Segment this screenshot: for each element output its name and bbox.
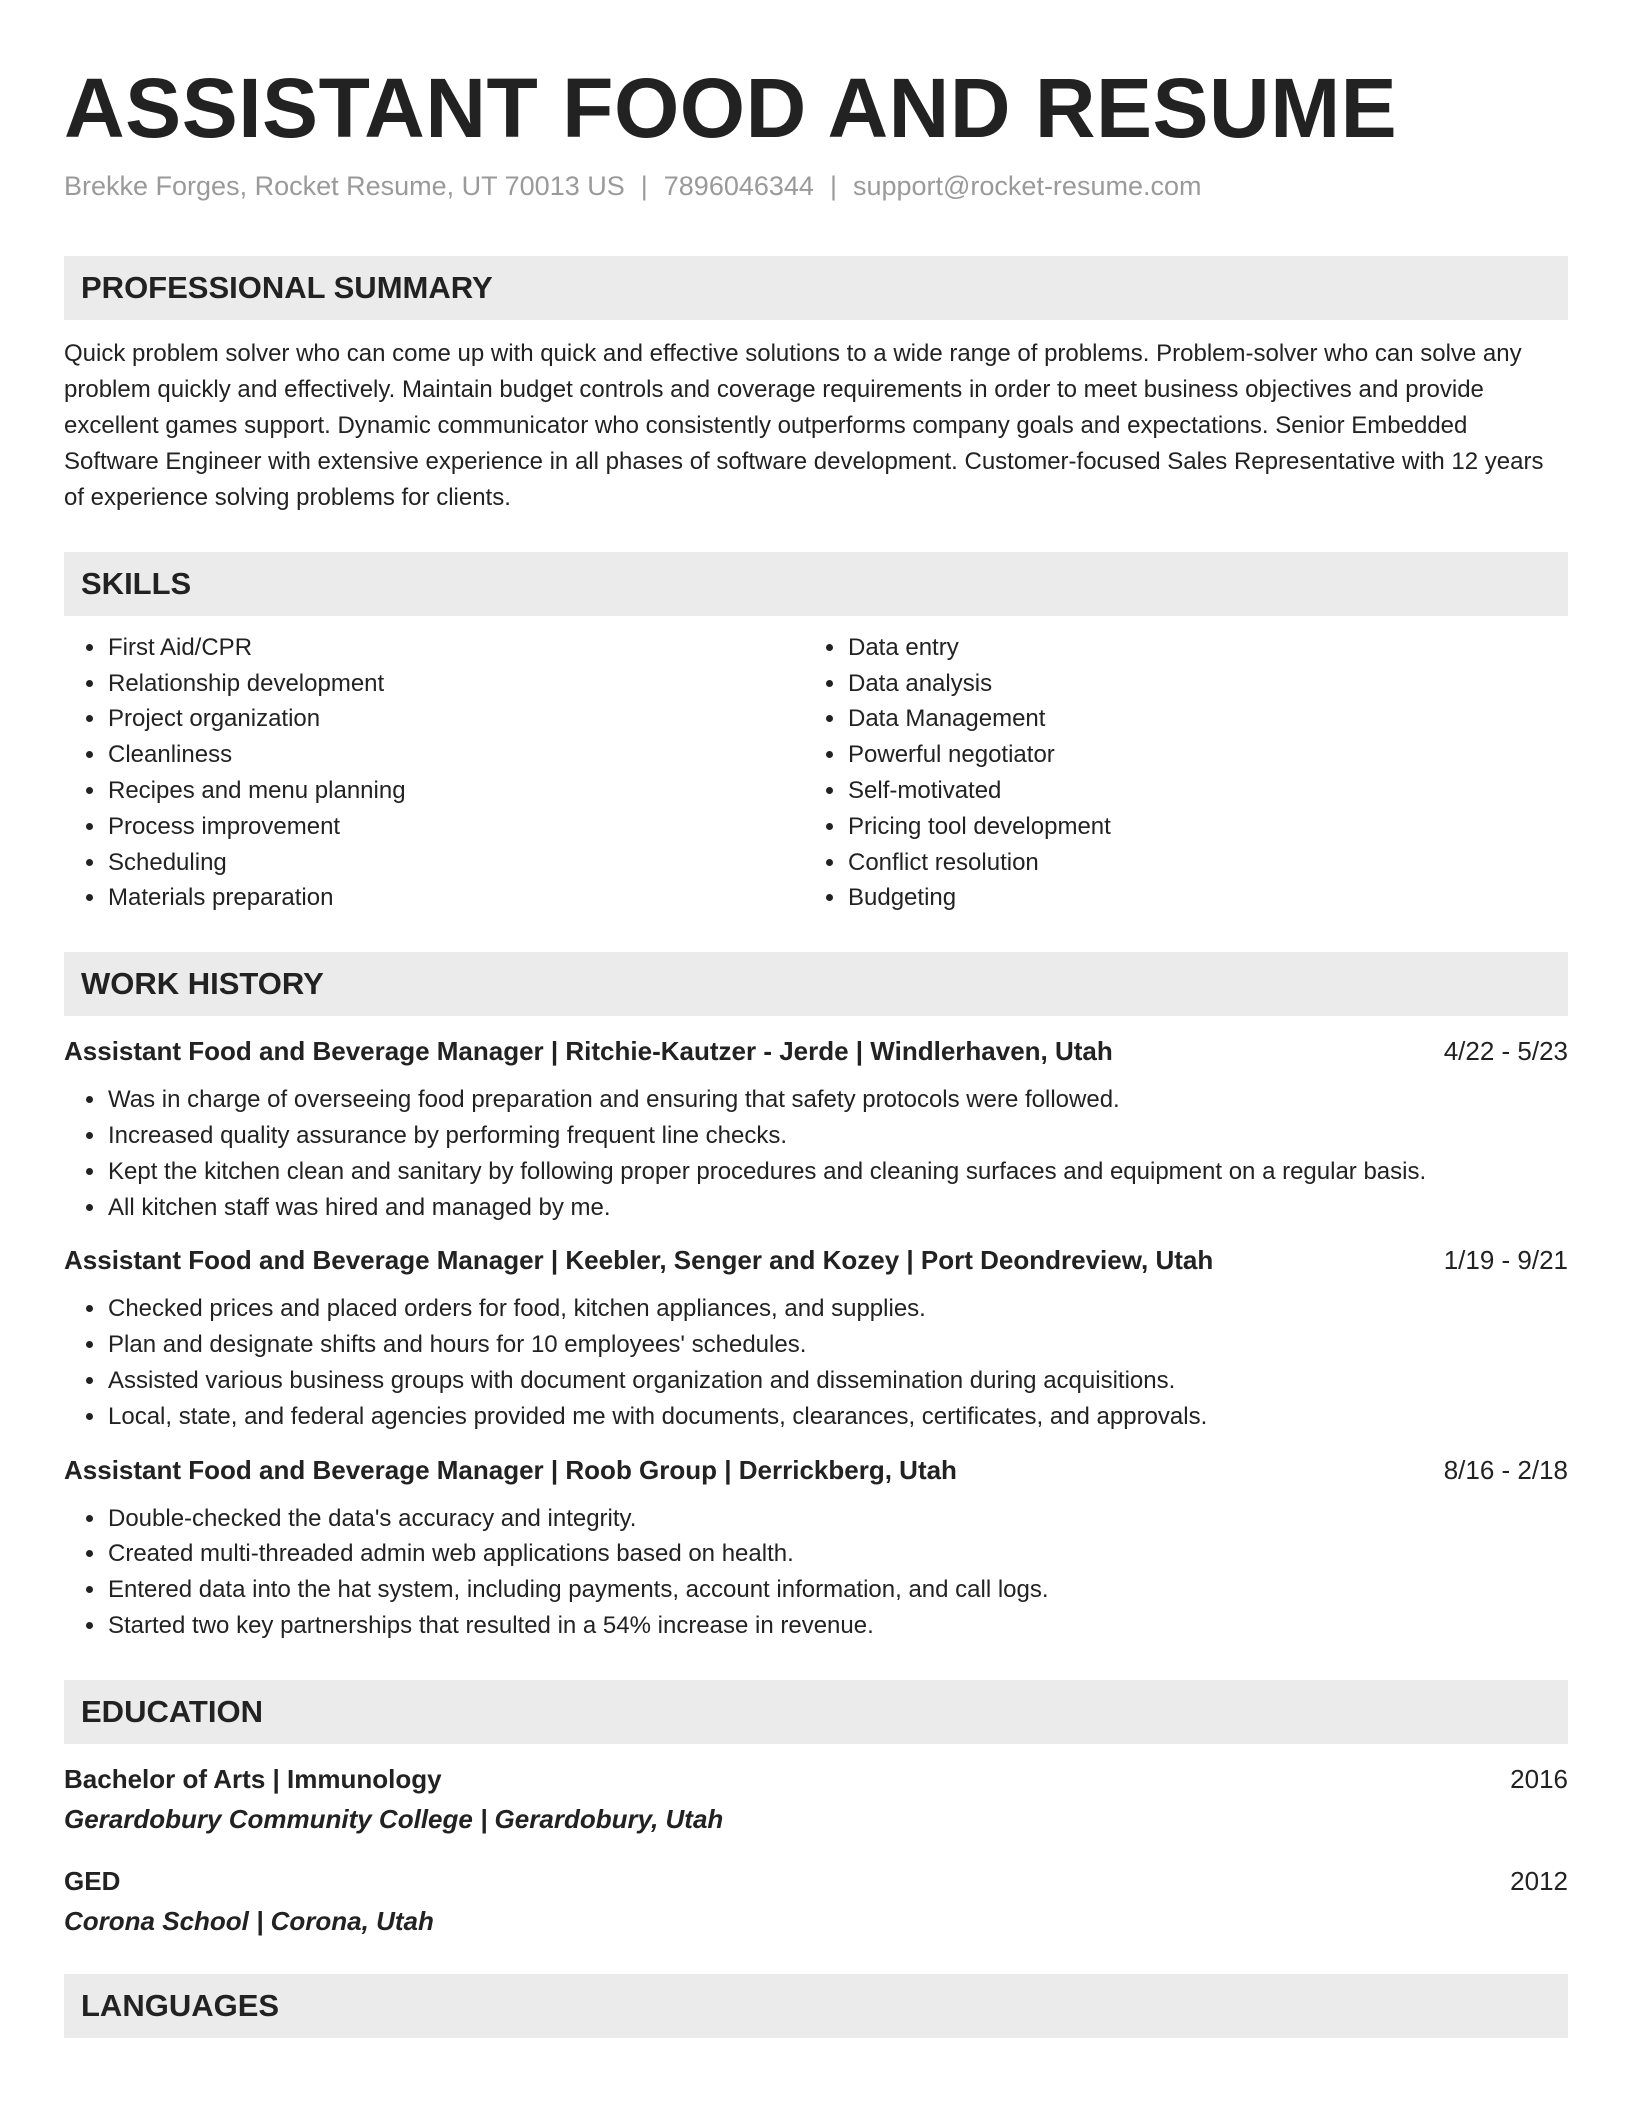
skill-item: • Conflict resolution — [847, 845, 1544, 881]
contact-phone: 7896046344 — [663, 170, 814, 201]
education-header — [64, 1762, 1568, 1796]
skill-item: • Recipes and menu planning — [107, 773, 804, 809]
job-header — [64, 1243, 1568, 1277]
contact-address: Brekke Forges, Rocket Resume, UT 70013 US — [64, 170, 625, 201]
skill-item: • Data analysis — [847, 666, 1544, 702]
skills-column-left — [64, 630, 804, 916]
job-bullet: • Checked prices and placed orders for food, kitchen appliances, and supplies. — [107, 1291, 1568, 1327]
skill-item: • Self-motivated — [847, 773, 1544, 809]
job-bullets — [64, 1082, 1568, 1225]
skill-item: • Scheduling — [107, 845, 804, 881]
job-bullet: • Local, state, and federal agencies provided me with documents, clearances, certificates, and approvals. — [107, 1399, 1568, 1435]
contact-separator: | — [829, 170, 837, 201]
job-header — [64, 1453, 1568, 1487]
job-dates: 4/22 - 5/23 — [1443, 1036, 1568, 1067]
section-header-skills: SKILLS — [64, 552, 1568, 616]
skills-column-right — [804, 630, 1544, 916]
skill-item: • Data entry — [847, 630, 1544, 666]
contact-line — [64, 169, 1568, 204]
skill-item: • Data Management — [847, 701, 1544, 737]
job-title: Assistant Food and Beverage Manager | Roob Group | Derrickberg, Utah — [64, 1454, 957, 1485]
education-header — [64, 1864, 1568, 1898]
education-school: Gerardobury Community College | Gerardobury, Utah — [64, 1803, 724, 1834]
job-bullet: • Double-checked the data's accuracy and integrity. — [107, 1501, 1568, 1537]
job-bullet: • Started two key partnerships that resulted in a 54% increase in revenue. — [107, 1608, 1568, 1644]
section-header-summary: PROFESSIONAL SUMMARY — [64, 256, 1568, 320]
job-bullet: • Entered data into the hat system, including payments, account information, and call logs. — [107, 1572, 1568, 1608]
job-header — [64, 1034, 1568, 1068]
skill-item: • Powerful negotiator — [847, 737, 1544, 773]
education-school: Corona School | Corona, Utah — [64, 1905, 434, 1936]
job-entry — [64, 1453, 1568, 1644]
job-entry — [64, 1034, 1568, 1225]
education-year: 2016 — [1510, 1763, 1568, 1794]
job-bullet: • Kept the kitchen clean and sanitary by following proper procedures and cleaning surfaces and equipment on a regular basis. — [107, 1154, 1568, 1190]
job-dates: 1/19 - 9/21 — [1443, 1245, 1568, 1276]
skill-item: • First Aid/CPR — [107, 630, 804, 666]
summary-text: Quick problem solver who can come up with quick and effective solutions to a wide range of problems. Problem-solver who can solve any problem quickly and effectively. Maintain budget controls and coverage requirements in order to meet business objectives and provide excellent games support. Dynamic communicator who consistently outperforms company goals and expectations. Senior Embedded Software Engineer with extensive experience in all phases of software development. Customer-focused Sales Representative with 12 years of experience solving problems for clients. — [64, 339, 1544, 511]
education-degree: Bachelor of Arts | Immunology — [64, 1763, 442, 1794]
contact-email: support@rocket-resume.com — [852, 170, 1202, 201]
job-bullet: • All kitchen staff was hired and managed by me. — [107, 1190, 1568, 1226]
skill-item: • Relationship development — [107, 666, 804, 702]
job-bullets — [64, 1291, 1568, 1434]
section-header-work-history: WORK HISTORY — [64, 952, 1568, 1016]
job-bullet: • Increased quality assurance by performing frequent line checks. — [107, 1118, 1568, 1154]
education-entry — [64, 1864, 1568, 1938]
job-entry — [64, 1243, 1568, 1434]
resume-name: ASSISTANT FOOD AND RESUME — [64, 61, 1398, 155]
skill-item: • Cleanliness — [107, 737, 804, 773]
job-bullets — [64, 1501, 1568, 1644]
section-header-education: EDUCATION — [64, 1680, 1568, 1744]
job-title: Assistant Food and Beverage Manager | Keebler, Senger and Kozey | Port Deondreview, Utah — [64, 1245, 1214, 1276]
contact-separator: | — [640, 170, 648, 201]
skill-item: • Budgeting — [847, 880, 1544, 916]
skill-item: • Pricing tool development — [847, 809, 1544, 845]
job-title: Assistant Food and Beverage Manager | Ritchie-Kautzer - Jerde | Windlerhaven, Utah — [64, 1036, 1113, 1067]
job-bullet: • Was in charge of overseeing food preparation and ensuring that safety protocols were followed. — [107, 1082, 1568, 1118]
job-bullet: • Plan and designate shifts and hours for 10 employees' schedules. — [107, 1327, 1568, 1363]
skill-item: • Materials preparation — [107, 880, 804, 916]
job-dates: 8/16 - 2/18 — [1443, 1454, 1568, 1485]
skill-item: • Process improvement — [107, 809, 804, 845]
job-bullet: • Assisted various business groups with document organization and dissemination during acquisitions. — [107, 1363, 1568, 1399]
education-degree: GED — [64, 1865, 121, 1896]
education-year: 2012 — [1510, 1865, 1568, 1896]
skills-list — [64, 630, 1568, 916]
section-header-languages: LANGUAGES — [64, 1974, 1568, 2038]
education-entry — [64, 1762, 1568, 1836]
job-bullet: • Created multi-threaded admin web applications based on health. — [107, 1536, 1568, 1572]
skill-item: • Project organization — [107, 701, 804, 737]
